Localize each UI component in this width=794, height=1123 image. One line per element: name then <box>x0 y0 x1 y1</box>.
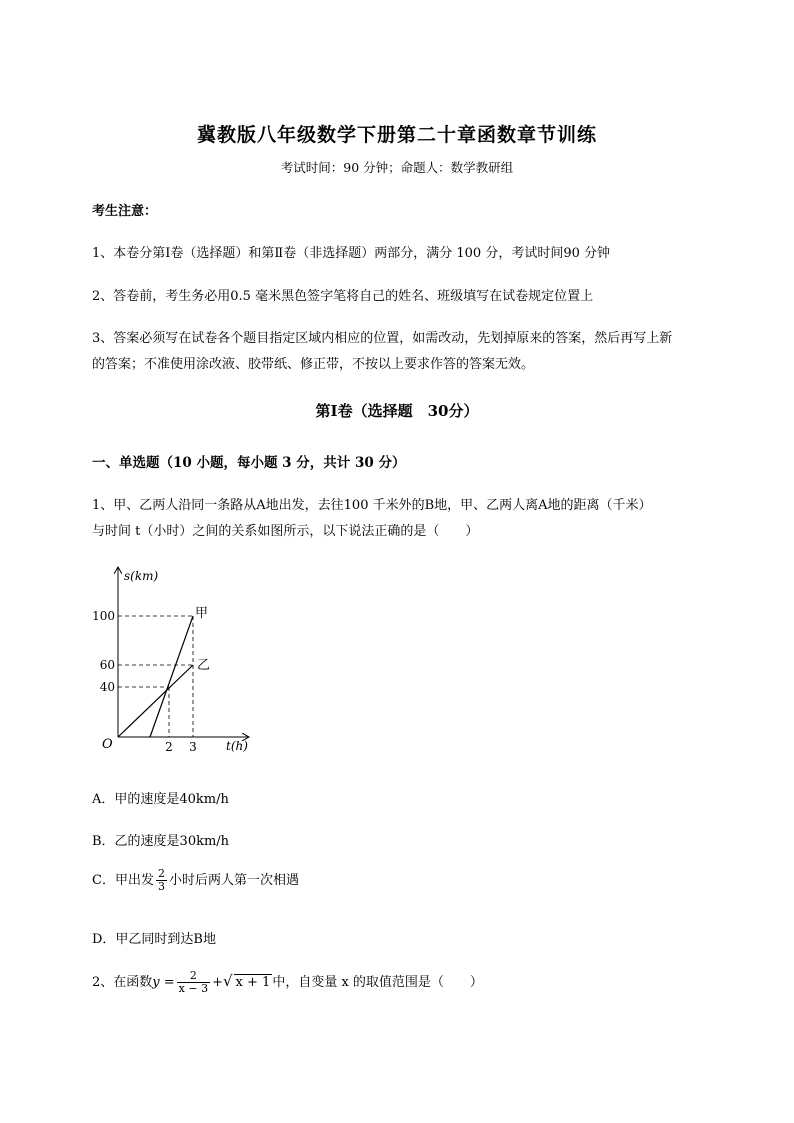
notice-item-2: 2、答卷前，考生务必用0.5 毫米黑色签字笔将自己的姓名、班级填写在试卷规定位置上 <box>92 289 594 304</box>
radicand: x + 1 <box>235 975 271 990</box>
x-tick-2: 2 <box>165 740 173 754</box>
notice-item-3: 3、答案必须写在试卷各个题目指定区域内相应的位置，如需改动，先划掉原来的答案，然后再写上新 <box>92 331 673 346</box>
option-c-prefix: C．甲出发 <box>92 873 154 888</box>
option-c[interactable] <box>92 868 299 893</box>
distance-time-graph <box>80 560 280 760</box>
y-axis-label: s(km) <box>124 569 159 583</box>
question-2 <box>92 970 483 995</box>
sqrt-icon: √ <box>222 972 233 990</box>
function-fraction: $\frac{2}{x - 3}$ <box>178 969 209 995</box>
x-axis-label: t(h) <box>226 739 248 753</box>
section-title: 第Ⅰ卷（选择题 30分） <box>315 402 479 420</box>
line-jia-label: 甲 <box>195 606 209 621</box>
x-tick-3: 3 <box>189 740 197 754</box>
line-yi <box>118 665 193 737</box>
notice-item-1: 1、本卷分第Ⅰ卷（选择题）和第Ⅱ卷（非选择题）两部分，满分 100 分，考试时间90 分钟 <box>92 246 610 261</box>
option-b[interactable]: B．乙的速度是30km/h <box>92 834 230 849</box>
option-a[interactable]: A．甲的速度是40km/h <box>92 792 229 807</box>
notice-heading: 考生注意： <box>92 204 158 219</box>
plus-sign: + <box>212 975 223 990</box>
part-heading: 一、单选题（10 小题，每小题 3 分，共计 30 分） <box>92 455 406 471</box>
line-jia <box>150 616 193 737</box>
option-c-suffix: 小时后两人第一次相遇 <box>168 873 299 888</box>
question-1-line-1: 1、甲、乙两人沿同一条路从A地出发，去往100 千米外的B地，甲、乙两人离A地的距离（千米） <box>92 498 652 513</box>
question-1-line-2: 与时间 t（小时）之间的关系如图所示，以下说法正确的是（ ） <box>92 524 479 539</box>
question-2-suffix: 中，自变量 x 的取值范围是（ ） <box>272 975 483 990</box>
function-lhs: y = <box>152 975 175 990</box>
option-d[interactable]: D．甲乙同时到达B地 <box>92 932 216 947</box>
y-tick-60: 60 <box>99 658 115 672</box>
question-2-prefix: 2、在函数 <box>92 975 153 990</box>
y-tick-100: 100 <box>92 609 115 623</box>
origin-label: O <box>102 737 113 752</box>
line-yi-label: 乙 <box>197 658 211 673</box>
y-tick-40: 40 <box>99 680 115 694</box>
exam-info: 考试时间：90 分钟；命题人：数学教研组 <box>280 160 514 175</box>
page-title: 冀教版八年级数学下册第二十章函数章节训练 <box>196 124 597 146</box>
notice-item-3-cont: 的答案；不准使用涂改液、胶带纸、修正带，不按以上要求作答的答案无效。 <box>92 357 535 372</box>
fraction-two-thirds: $\frac{2}{3}$ <box>157 867 165 893</box>
